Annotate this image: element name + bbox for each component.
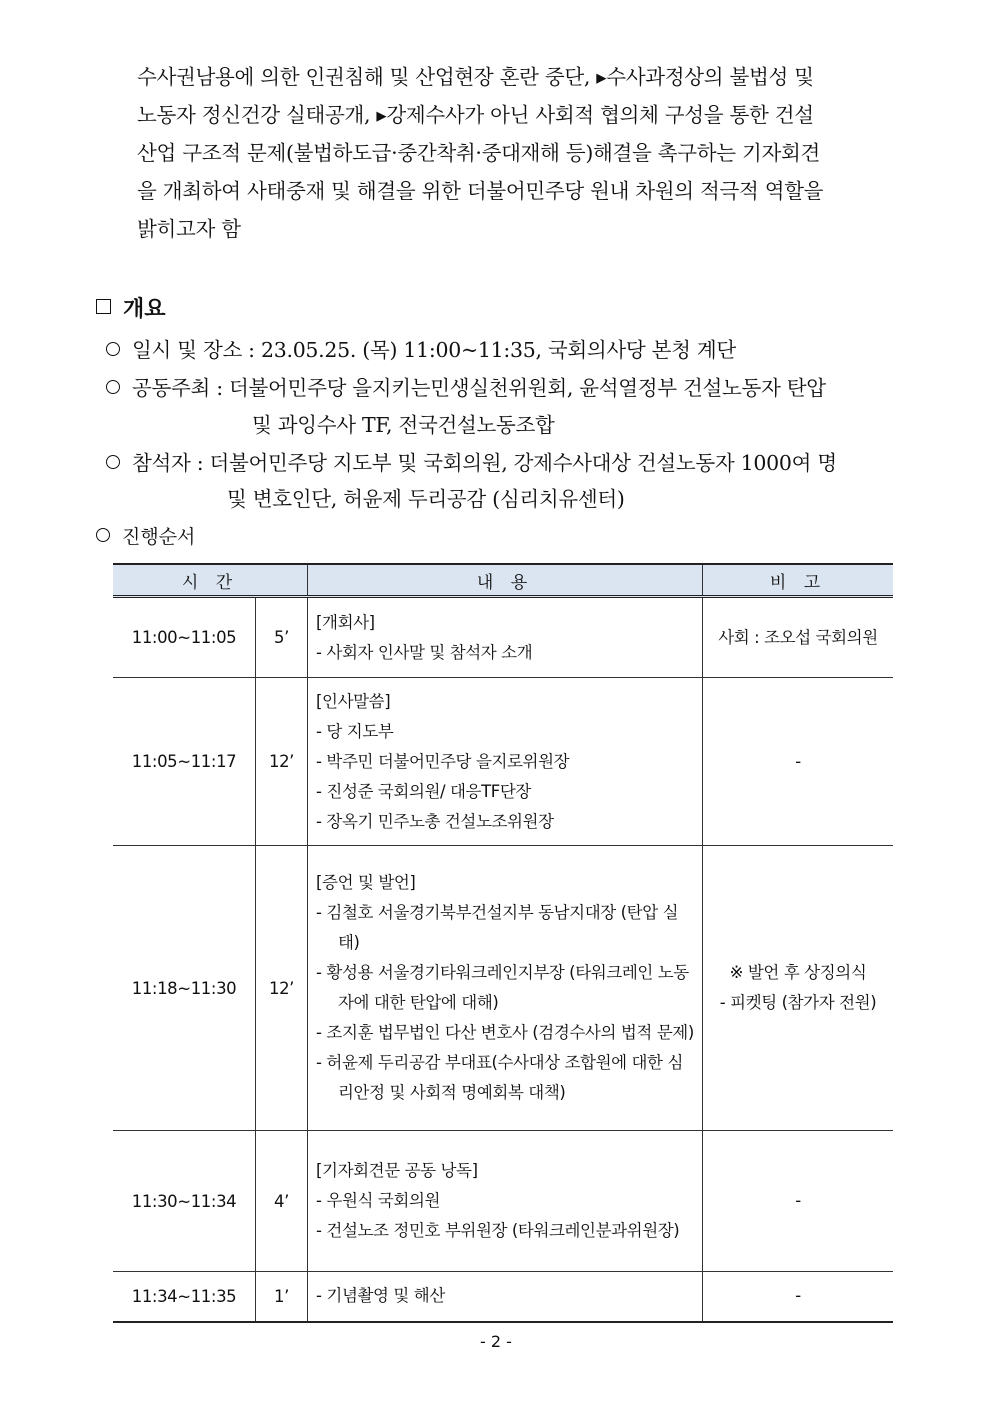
content-item: - 장옥기 민주노총 건설노조위원장 bbox=[316, 811, 554, 831]
intro-line: 산업 구조적 문제(불법하도급·중간착취·중대재해 등)해결을 촉구하는 기자회견 bbox=[137, 141, 821, 165]
note-cell: 사회 : 조오섭 국회의원 bbox=[703, 597, 894, 678]
circle-bullet-icon bbox=[106, 455, 120, 469]
duration-cell: 12’ bbox=[256, 678, 308, 846]
intro-line: 수사권남용에 의한 인권침해 및 산업현장 혼란 중단, ▸수사과정상의 불법성 및 bbox=[137, 65, 814, 89]
circle-bullet-icon bbox=[106, 380, 120, 394]
section-title bbox=[96, 292, 166, 323]
content-cell bbox=[308, 1131, 703, 1272]
content-item: - 당 지도부 bbox=[316, 721, 394, 741]
content-heading: [개회사] bbox=[316, 612, 375, 632]
intro-line: 노동자 정신건강 실태공개, ▸강제수사가 아닌 사회적 협의체 구성을 통한 건설 bbox=[137, 103, 814, 127]
hosts-item bbox=[106, 369, 826, 407]
note-cell bbox=[703, 846, 894, 1131]
duration-cell: 12’ bbox=[256, 846, 308, 1131]
content-heading: [기자회견문 공동 낭독] bbox=[316, 1161, 478, 1180]
note-cell: - bbox=[703, 678, 894, 846]
content-cell bbox=[308, 678, 703, 846]
time-cell: 11:30~11:34 bbox=[113, 1131, 256, 1272]
table-row bbox=[113, 678, 893, 846]
content-item: - 조지훈 법무법인 다산 변호사 (검경수사의 법적 문제) bbox=[316, 1023, 694, 1042]
header-content: 내 용 bbox=[308, 564, 703, 597]
table-row bbox=[113, 597, 893, 678]
time-cell: 11:05~11:17 bbox=[113, 678, 256, 846]
attendees-item bbox=[106, 444, 837, 482]
content-cell bbox=[308, 597, 703, 678]
intro-line: 밝히고자 함 bbox=[137, 217, 241, 241]
table-row bbox=[113, 1272, 893, 1322]
section-title-text: 개요 bbox=[123, 297, 166, 322]
page-number: - 2 - bbox=[480, 1332, 512, 1351]
intro-paragraph bbox=[137, 58, 897, 248]
square-bullet-icon bbox=[96, 299, 111, 314]
content-item: - 진성준 국회의원/ 대응TF단장 bbox=[316, 781, 531, 801]
content-item: - 박주민 더불어민주당 을지로위원장 bbox=[316, 751, 570, 771]
hosts-continuation: 및 과잉수사 TF, 전국건설노동조합 bbox=[252, 413, 555, 437]
header-time: 시 간 bbox=[113, 564, 308, 597]
content-item: - 김철호 서울경기북부건설지부 동남지대장 (탄압 실태) bbox=[316, 903, 679, 952]
hosts-text: 공동주최 : 더불어민주당 을지키는민생실천위원회, 윤석열정부 건설노동자 탄압 bbox=[132, 376, 826, 400]
content-heading: [인사말씀] bbox=[316, 691, 391, 711]
schedule-title-text: 진행순서 bbox=[122, 526, 196, 548]
content-item: - 허윤제 두리공감 부대표(수사대상 조합원에 대한 심리안정 및 사회적 명예회복 대책) bbox=[316, 1053, 683, 1102]
date-place-item bbox=[106, 331, 736, 369]
time-cell: 11:34~11:35 bbox=[113, 1272, 256, 1322]
intro-line: 을 개최하여 사태중재 및 해결을 위한 더불어민주당 원내 차원의 적극적 역할을 bbox=[137, 179, 824, 203]
duration-cell: 4’ bbox=[256, 1131, 308, 1272]
circle-bullet-icon bbox=[96, 528, 110, 542]
note-cell: - bbox=[703, 1131, 894, 1272]
content-cell bbox=[308, 1272, 703, 1322]
attendees-continuation: 및 변호인단, 허윤제 두리공감 (심리치유센터) bbox=[227, 487, 625, 511]
time-cell: 11:18~11:30 bbox=[113, 846, 256, 1131]
table-header-row bbox=[113, 564, 893, 597]
circle-bullet-icon bbox=[106, 342, 120, 356]
note-line: - 피켓팅 (참가자 전원) bbox=[719, 993, 877, 1012]
content-item: - 사회자 인사말 및 참석자 소개 bbox=[316, 642, 533, 662]
note-cell: - bbox=[703, 1272, 894, 1322]
header-note: 비 고 bbox=[703, 564, 894, 597]
note-line: ※ 발언 후 상징의식 bbox=[729, 963, 867, 982]
content-item: - 황성용 서울경기타워크레인지부장 (타워크레인 노동자에 대한 탄압에 대해) bbox=[316, 963, 689, 1012]
duration-cell: 5’ bbox=[256, 597, 308, 678]
schedule-table bbox=[113, 563, 893, 1323]
date-place-text: 일시 및 장소 : 23.05.25. (목) 11:00~11:35, 국회의사당 본청 계단 bbox=[132, 338, 736, 362]
duration-cell: 1’ bbox=[256, 1272, 308, 1322]
schedule-title bbox=[96, 520, 195, 554]
content-cell bbox=[308, 846, 703, 1131]
content-item: - 건설노조 정민호 부위원장 (타워크레인분과위원장) bbox=[316, 1221, 680, 1240]
content-heading: [증언 및 발언] bbox=[316, 873, 416, 892]
content-item: - 기념촬영 및 해산 bbox=[316, 1286, 445, 1306]
table-row bbox=[113, 1131, 893, 1272]
time-cell: 11:00~11:05 bbox=[113, 597, 256, 678]
table-row bbox=[113, 846, 893, 1131]
content-item: - 우원식 국회의원 bbox=[316, 1191, 441, 1210]
attendees-text: 참석자 : 더불어민주당 지도부 및 국회의원, 강제수사대상 건설노동자 1000여 명 bbox=[132, 451, 837, 475]
